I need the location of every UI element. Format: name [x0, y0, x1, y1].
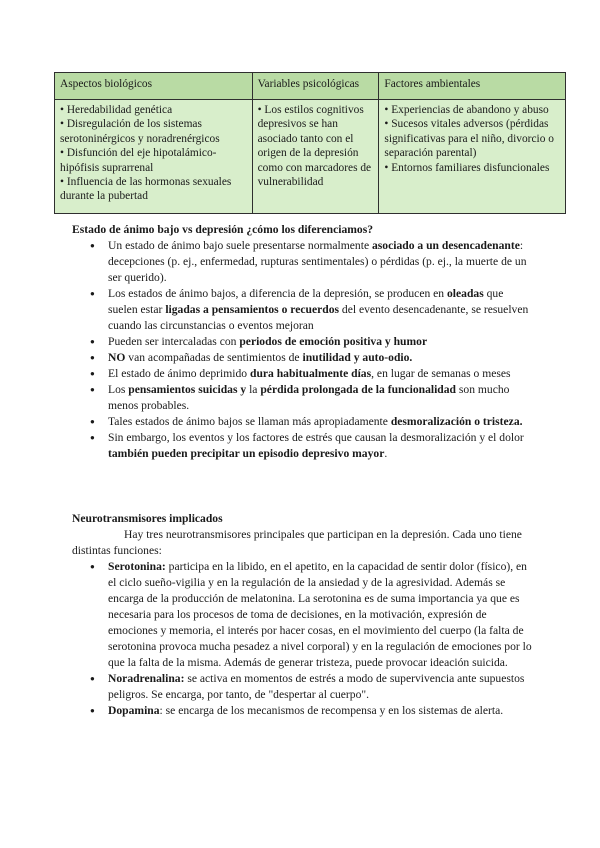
list-item: • Disfunción del eje hipotalámico-hipófisis suprarrenal	[60, 147, 217, 174]
list-item: • Heredabilidad genética	[60, 104, 173, 116]
cell-biological	[55, 100, 253, 214]
list-item: • Experiencias de abandono y abuso	[384, 104, 549, 116]
list-item: • Sucesos vitales adversos (pérdidas significativas para el niño, divorcio o separación parental)	[384, 118, 554, 160]
bold-text: asociado a un desencadenante	[372, 239, 520, 252]
text: que suelen estar	[108, 287, 504, 316]
bold-text: dura habitualmente días	[250, 367, 372, 380]
header-biological: Aspectos biológicos	[55, 73, 253, 100]
bullet-item	[72, 238, 532, 286]
list-item: • Disregulación de los sistemas serotoninérgicos y noradrenérgicos	[60, 118, 220, 145]
intro-paragraph: Hay tres neurotransmisores principales que participan en la depresión. Cada uno tiene distintas funciones:	[72, 528, 522, 557]
bold-text: pérdida prolongada de la funcionalidad	[260, 383, 457, 396]
bold-text: oleadas	[447, 287, 484, 300]
bullet-item	[72, 430, 532, 462]
text: : se encarga de los mecanismos de recompensa y en los sistemas de alerta.	[159, 704, 504, 717]
bold-text: también pueden precipitar un episodio depresivo mayor	[108, 447, 385, 460]
text: Tales estados de ánimo bajos se llaman más apropiadamente	[108, 415, 391, 428]
table-header-row	[55, 73, 566, 100]
table-body-row	[55, 100, 566, 214]
text: El estado de ánimo deprimido	[108, 367, 250, 380]
list-item: • Entornos familiares disfuncionales	[384, 161, 550, 174]
bullet-item	[72, 671, 532, 703]
text: Un estado de ánimo bajo suele presentarse normalmente	[108, 239, 372, 252]
bullet-item	[72, 286, 532, 334]
list-item: • Influencia de las hormonas sexuales durante la pubertad	[60, 176, 232, 203]
text: van acompañadas de sentimientos de	[125, 351, 303, 364]
cell-psychological	[252, 100, 379, 214]
text: participa en la libido, en el apetito, en la capacidad de sentir dolor (físico), en el ciclo sueño-vigilia y en la regulación de la ansiedad y de la agresividad. Además se encarga de la producción de melatonina. La serotonina es de suma importancia ya que es necesaria para los procesos de toma de decisiones, en la motivación, expresión de emociones y memoria, el interés por hacer cosas, en el movimiento del cuerpo (la falta de serotonina provoca mucha pesadez a nivel corporal) y en la regulación de emociones por lo que la falta de la misma. Además de generar tristeza, puede provocar ideación suicida.	[108, 560, 532, 669]
text: Sin embargo, los eventos y los factores de estrés que causan la desmoralización y el dolor	[108, 431, 524, 444]
text: .	[384, 447, 388, 460]
cell-environmental	[379, 100, 566, 214]
bullet-list	[72, 238, 532, 462]
text: Pueden ser intercaladas con	[108, 335, 240, 348]
bullet-item	[72, 559, 532, 671]
bold-text: inutilidad y auto-odio.	[302, 351, 413, 364]
bold-text: pensamientos suicidas y	[128, 383, 247, 396]
header-environmental: Factores ambientales	[379, 73, 566, 100]
bullet-item	[72, 382, 532, 414]
text: Los	[108, 383, 129, 396]
list-item: • Los estilos cognitivos depresivos se han asociado tanto con el origen de la depresión como con marcadores de vulnerabilidad	[257, 104, 372, 189]
bold-text: Dopamina	[108, 704, 160, 717]
text: , en lugar de semanas o meses	[371, 367, 511, 380]
header-psychological: Variables psicológicas	[252, 73, 379, 100]
bullet-item	[72, 366, 532, 382]
bullet-item	[72, 334, 532, 350]
bold-text: Noradrenalina:	[108, 672, 185, 685]
text: : decepciones (p. ej., enfermedad, rupturas sentimentales) o pérdidas (p. ej., la muerte de un ser querido).	[108, 239, 527, 284]
section-mood-vs-depression	[72, 222, 532, 462]
text: se activa en momentos de estrés a modo de supervivencia ante supuestos peligros. Se encarga, por tanto, de "despertar al cuerpo".	[108, 672, 525, 701]
section-heading: Neurotransmisores implicados	[72, 512, 223, 525]
bold-text: Serotonina:	[108, 560, 166, 573]
bold-text: NO	[108, 351, 126, 364]
text: son mucho menos probables.	[108, 383, 510, 412]
text: la	[246, 383, 261, 396]
bullet-item	[72, 414, 532, 430]
factors-table	[54, 72, 566, 214]
bullet-item	[72, 703, 532, 719]
bullet-item	[72, 350, 532, 366]
bold-text: desmoralización o tristeza.	[390, 415, 523, 428]
text: del evento desencadenante, se resuelven cuando las circunstancias o eventos mejoran	[108, 303, 529, 332]
bullet-list	[72, 559, 532, 719]
text: Los estados de ánimo bajos, a diferencia de la depresión, se producen en	[108, 287, 447, 300]
section-neurotransmitters	[72, 511, 532, 719]
bold-text: ligadas a pensamientos o recuerdos	[165, 303, 340, 316]
bold-text: periodos de emoción positiva y humor	[239, 335, 428, 348]
section-heading: Estado de ánimo bajo vs depresión ¿cómo los diferenciamos?	[72, 223, 374, 236]
